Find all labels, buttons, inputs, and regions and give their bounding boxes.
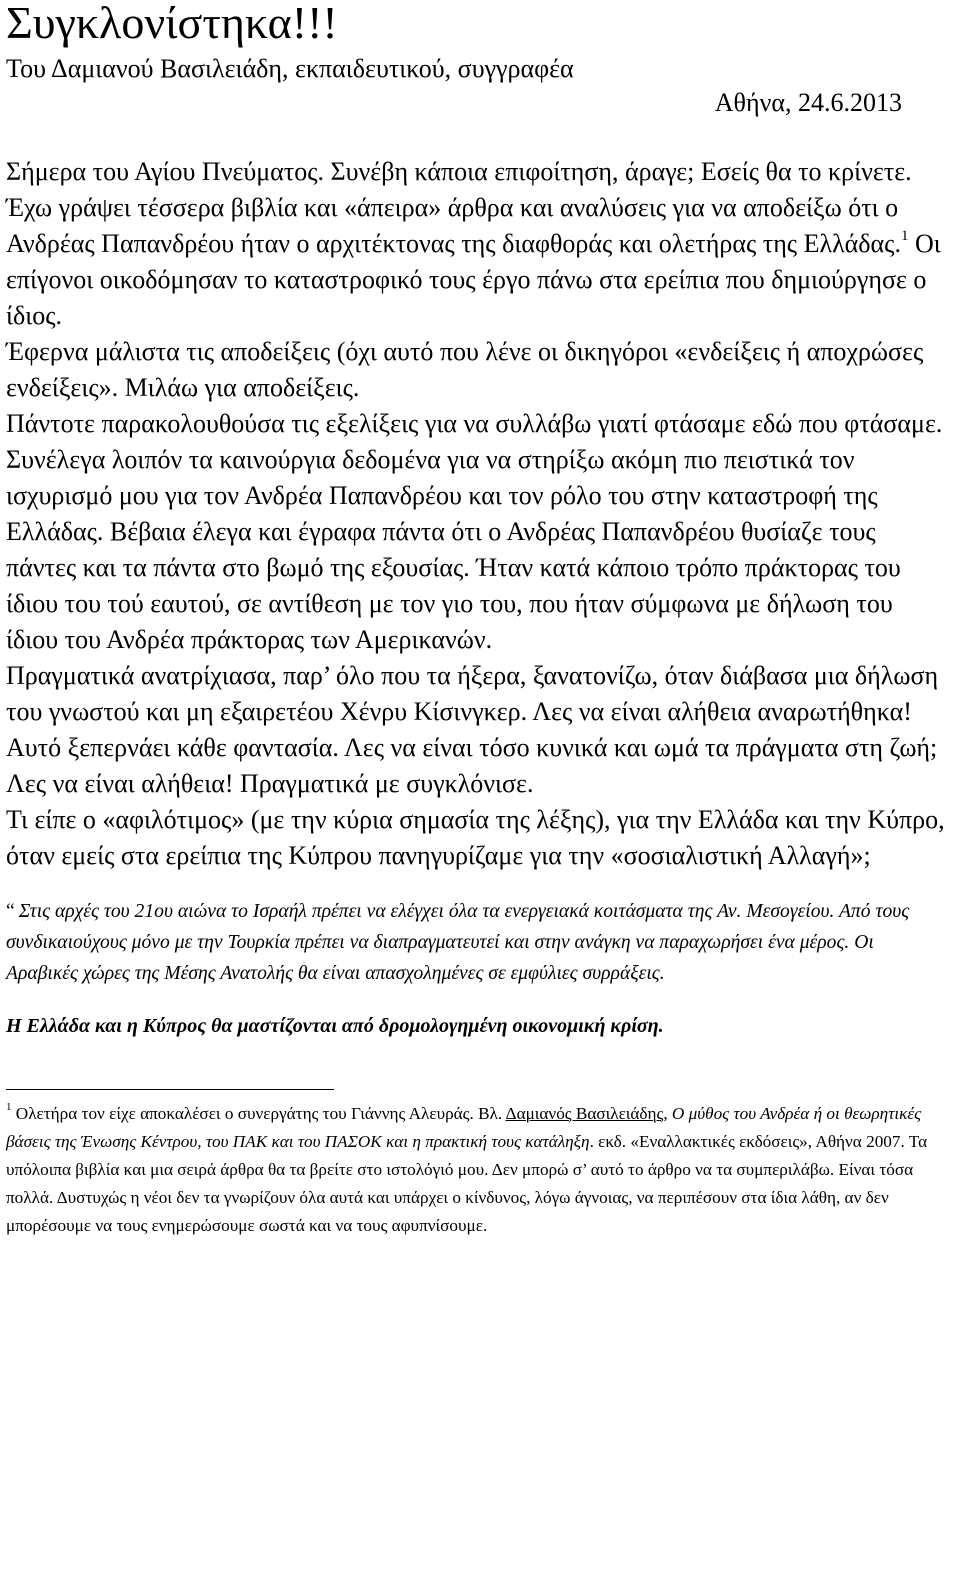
quote-body (6, 896, 950, 989)
kissinger-quote (6, 896, 950, 989)
quote-conclusion: Η Ελλάδα και η Κύπρος θα μαστίζονται από δρομολογημένη οικονομική κρίση. (6, 1015, 664, 1037)
paragraph-4: Πάντοτε παρακολουθούσα τις εξελίξεις για να συλλάβω γιατί φτάσαμε εδώ που φτάσαμε. Συνέλεγα λοιπόν τα καινούργια δεδομένα για να στηρίξω ακόμη πιο πειστικά τον ισχυρισμό μου για τον Ανδρέα Παπανδρέου και τον ρόλο του στην καταστροφή της Ελλάδας. Βέβαια έλεγα και έγραφα πάντα ότι ο Ανδρέας Παπανδρέου θυσίαζε τους πάντες και τα πάντα στο βωμό της εξουσίας. Ήταν κατά κάποιο τρόπο πράκτορας του ίδιου του τού εαυτού, σε αντίθεση με τον γιο του, που ήταν σύμφωνα με δήλωση του ίδιου του Ανδρέα πράκτορας των Αμερικανών. (6, 409, 943, 654)
article-body (6, 154, 950, 874)
author-line: Του Δαμιανού Βασιλειάδη, εκπαιδευτικού, συγγραφέα (6, 54, 574, 83)
paragraph-5: Πραγματικά ανατρίχιασα, παρ’ όλο που τα ήξερα, ξανατονίζω, όταν διάβασα μια δήλωση του γνωστού και μη εξαιρετέου Χένρυ Κίσινγκερ. Λες να είναι αλήθεια αναρωτήθηκα! Αυτό ξεπερνάει κάθε φαντασία. Λες να είναι τόσο κυνικά και ωμά τα πράγματα στη ζωή; Λες να είναι αλήθεια! Πραγματικά με συγκλόνισε. (6, 661, 939, 798)
footnote-book-title: Ο μύθος του Ανδρέα ή οι θεωρητικές βάσεις της Ένωσης Κέντρου, του ΠΑΚ και του ΠΑΣΟΚ και η πρακτική τους κατάληξη (6, 1104, 922, 1151)
footnote-body (6, 1100, 950, 1240)
paragraph-6: Τι είπε ο «αφιλότιμος» (με την κύρια σημασία της λέξης), για την Ελλάδα και την Κύπρο, όταν εμείς στα ερείπια της Κύπρου πανηγυρίζαμε για την «σοσιαλιστική Αλλαγή»; (6, 805, 945, 870)
footnote-number: 1 (6, 1101, 12, 1114)
article-title: Συγκλονίστηκα!!! (6, 0, 338, 48)
paragraph-2 (6, 190, 950, 334)
footnote-separator (6, 1089, 334, 1090)
footnote-reference: 1 (900, 228, 909, 245)
quote-text: Στις αρχές του 21ου αιώνα το Ισραήλ πρέπει να ελέγχει όλα τα ενεργειακά κοιτάσματα της Αν. Μεσογείου. Από τους συνδικαιούχους μόνο με την Τουρκία πρέπει να διαπραγματευτεί και στην ανάγκη να παραχωρήσει ένα μέρος. Οι Αραβικές χώρες της Μέσης Ανατολής θα είναι απασχολημένες σε εμφύλιες συρράξεις. (6, 901, 910, 984)
quote-open-mark: “ (6, 901, 15, 922)
footnote (6, 1100, 950, 1240)
footnote-separator-comma: , (663, 1104, 672, 1123)
paragraph-2-text: Έχω γράψει τέσσερα βιβλία και «άπειρα» άρθρα και αναλύσεις για να αποδείξω ότι ο Ανδρέας Παπανδρέου ήταν ο αρχιτέκτονας της διαφθοράς και ολετήρας της Ελλάδας. (6, 193, 901, 258)
dateline: Αθήνα, 24.6.2013 (714, 88, 902, 117)
footnote-author-name: Δαμιανός Βασιλειάδης (505, 1104, 664, 1123)
paragraph-1: Σήμερα του Αγίου Πνεύματος. Συνέβη κάποια επιφοίτηση, άραγε; Εσείς θα το κρίνετε. (6, 157, 912, 186)
footnote-lead: Ολετήρα τον είχε αποκαλέσει ο συνεργάτης του Γιάννης Αλευράς. Βλ. (11, 1104, 506, 1123)
paragraph-2-continuation: Οι επίγονοι οικοδόμησαν το καταστροφικό τους έργο πάνω στα ερείπια που δημιούργησε ο ίδιος. (6, 229, 941, 330)
paragraph-3: Έφερνα μάλιστα τις αποδείξεις (όχι αυτό που λένε οι δικηγόροι «ενδείξεις ή αποχρώσες ενδείξεις». Μιλάω για αποδείξεις. (6, 337, 924, 402)
footnote-rest: . εκδ. «Εναλλακτικές εκδόσεις», Αθήνα 2007. Τα υπόλοιπα βιβλία και μια σειρά άρθρα θα τα βρείτε στο ιστολόγιό μου. Δεν μπορώ σ’ αυτό το άρθρο να τα συμπεριλάβω. Είναι τόσα πολλά. Δυστυχώς η νέοι δεν τα γνωρίζουν όλα αυτά και υπάρχει ο κίνδυνος, λόγω άγνοιας, να περιπέσουν στα ίδια λάθη, αν δεν μπορέσουμε να τους ενημερώσουμε σωστά και να τους αφυπνίσουμε. (6, 1132, 928, 1235)
